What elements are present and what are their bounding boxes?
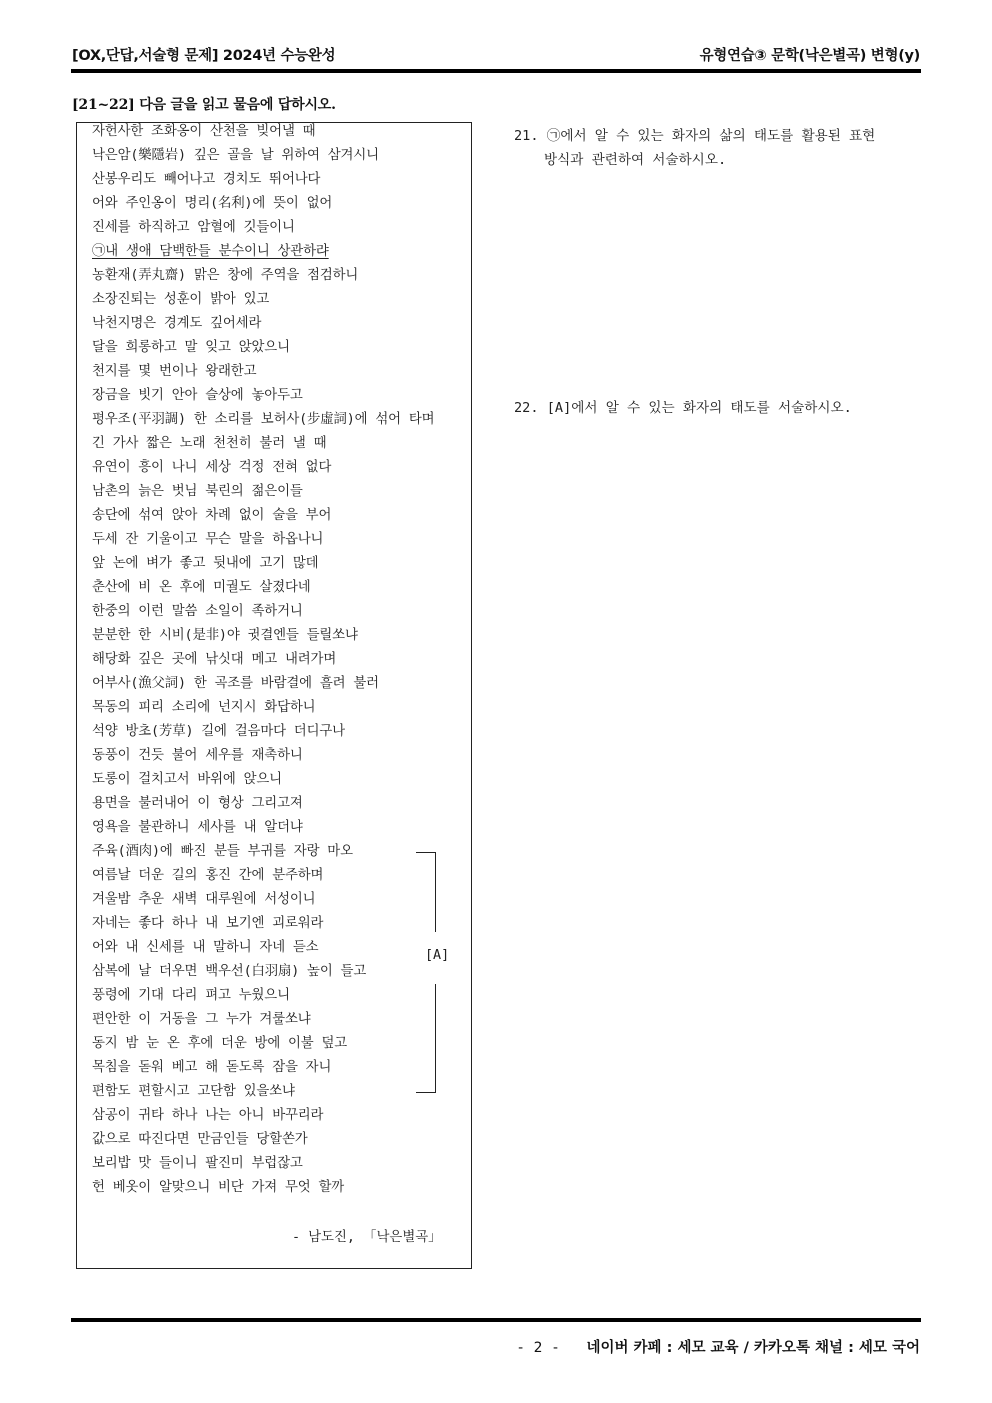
poem-line-text: 목동의 피리 소리에 넌지시 화답하니	[92, 700, 316, 715]
poem-line	[92, 218, 472, 242]
poem-line	[92, 962, 472, 986]
header-title-left: [OX,단답,서술형 문제] 2024년 수능완성	[72, 48, 336, 64]
poem-line-text: 동지 밤 눈 온 후에 더운 방에 이불 덮고	[92, 1036, 348, 1051]
poem-line	[92, 386, 472, 410]
poem-line	[92, 266, 472, 290]
poem-line	[92, 914, 472, 938]
poem-line-text: 영욕을 불관하니 세사를 내 알더냐	[92, 820, 303, 835]
poem-line	[92, 1154, 472, 1178]
poem-line-text: 편안한 이 거동을 그 누가 겨룰쏘냐	[92, 1012, 311, 1027]
poem-line-text: 자네는 좋다 하나 내 보기엔 괴로워라	[92, 916, 324, 931]
poem-line-text: 헌 베옷이 알맞으니 비단 가져 무엇 할까	[92, 1180, 345, 1195]
poem-line-text: 유연이 흥이 나니 세상 걱정 전혀 없다	[92, 460, 332, 475]
poem-line	[92, 170, 472, 194]
poem-line	[92, 434, 472, 458]
poem-line-text: 해당화 깊은 곳에 낚싯대 메고 내려가며	[92, 652, 337, 667]
poem-line	[92, 1106, 472, 1130]
poem-line-text: 춘산에 비 온 후에 미궐도 살졌다네	[92, 580, 311, 595]
poem-line	[92, 1178, 472, 1202]
poem-line	[92, 410, 472, 434]
poem-line	[92, 818, 472, 842]
poem-line-text: 산봉우리도 빼어나고 경치도 뛰어나다	[92, 172, 321, 187]
poem-line	[92, 506, 472, 530]
poem-line-text: 주육(酒肉)에 빠진 분들 부귀를 자랑 마오	[92, 844, 353, 859]
poem-line	[92, 842, 472, 866]
question-21-line2: 방식과 관련하여 서술하시오.	[544, 152, 727, 168]
page-number: - 2 -	[516, 1340, 560, 1356]
poem-line-text: 낙은암(樂隱岩) 깊은 골을 날 위하여 삼겨시니	[92, 148, 379, 163]
poem-line-text: 편함도 편할시고 고단함 있을쏘냐	[92, 1084, 295, 1099]
poem-line	[92, 674, 472, 698]
poem-line-text: 겨울밤 추운 새벽 대루원에 서성이니	[92, 892, 316, 907]
header-title-right: 유형연습③ 문학(낙은별곡) 변형(y)	[699, 48, 920, 64]
poem-line-text: 어와 주인옹이 명리(名利)에 뜻이 없어	[92, 196, 333, 211]
poem-line-text: 도롱이 걸치고서 바위에 앉으니	[92, 772, 282, 787]
poem-line-text: 어와 내 신세를 내 말하니 자네 듣소	[92, 940, 319, 955]
poem-line-text: 보리밥 맛 들이니 팔진미 부럽잖고	[92, 1156, 303, 1171]
poem-line-text: 한중의 이런 말씀 소일이 족하거니	[92, 604, 303, 619]
footer	[516, 1336, 920, 1357]
poem-text	[92, 122, 472, 1202]
poem-line	[92, 650, 472, 674]
poem-line	[92, 146, 472, 170]
poem-line	[92, 770, 472, 794]
poem-line-text: 남촌의 늙은 벗님 북린의 젊은이들	[92, 484, 303, 499]
poem-line-text: 삼공이 귀타 하나 나는 아니 바꾸리라	[92, 1108, 324, 1123]
header-rule	[71, 69, 921, 73]
poem-line	[92, 554, 472, 578]
poem-line-text: 달을 희롱하고 말 잊고 앉았으니	[92, 340, 290, 355]
poem-line	[92, 482, 472, 506]
poem-line	[92, 290, 472, 314]
poem-line	[92, 866, 472, 890]
poem-line-text: 농환재(弄丸齋) 맑은 창에 주역을 점검하니	[92, 268, 359, 283]
poem-line-text: 평우조(平羽調) 한 소리를 보허사(步虛詞)에 섞어 타며	[92, 412, 435, 427]
poem-line-text: 동풍이 건듯 불어 세우를 재촉하니	[92, 748, 303, 763]
poem-line-text: 풍령에 기대 다리 펴고 누웠으니	[92, 988, 290, 1003]
poem-line	[92, 242, 472, 266]
poem-line-text: 분분한 한 시비(是非)야 귓결엔들 들릴쏘냐	[92, 628, 358, 643]
poem-line	[92, 794, 472, 818]
poem-line-text: 송단에 섞여 앉아 차례 없이 술을 부어	[92, 508, 332, 523]
poem-line	[92, 746, 472, 770]
poem-line	[92, 530, 472, 554]
poem-line-text: 삼복에 날 더우면 백우선(白羽扇) 높이 들고	[92, 964, 367, 979]
poem-line	[92, 890, 472, 914]
poem-line	[92, 722, 472, 746]
poem-line	[92, 1034, 472, 1058]
poem-line	[92, 626, 472, 650]
poem-line-text: 어부사(漁父詞) 한 곡조를 바람결에 흘려 불러	[92, 676, 379, 691]
bracket-a-bottom	[416, 984, 436, 1093]
poem-line-text: 석양 방초(芳草) 길에 걸음마다 더디구나	[92, 724, 345, 739]
question-21-line1: 21. ㉠에서 알 수 있는 화자의 삶의 태도를 활용된 표현	[514, 128, 876, 144]
poem-line	[92, 938, 472, 962]
poem-line-text: 앞 논에 벼가 좋고 뒷내에 고기 많데	[92, 556, 319, 571]
poem-line	[92, 1082, 472, 1106]
poem-line-text: 값으로 따진다면 만금인들 당할쏜가	[92, 1132, 308, 1147]
poem-line	[92, 194, 472, 218]
poem-line	[92, 578, 472, 602]
poem-line	[92, 1010, 472, 1034]
poem-line-text: 긴 가사 짧은 노래 천천히 불러 낼 때	[92, 436, 327, 451]
footer-rule	[71, 1318, 921, 1322]
footer-brand: 네이버 카페 : 세모 교육 / 카카오톡 채널 : 세모 국어	[586, 1340, 920, 1356]
poem-line	[92, 338, 472, 362]
poem-line	[92, 314, 472, 338]
poem-line-text: 천지를 몇 번이나 왕래한고	[92, 364, 257, 379]
poem-line-text: 장금을 빗기 안아 슬상에 놓아두고	[92, 388, 303, 403]
poem-line	[92, 698, 472, 722]
poem-line-text: ㉠내 생애 담백한들 분수이니 상관하랴	[92, 244, 329, 259]
poem-line	[92, 122, 472, 146]
poem-line	[92, 602, 472, 626]
poem-line-text: 목침을 돋워 베고 해 돋도록 잠을 자니	[92, 1060, 332, 1075]
poem-line-text: 소장진퇴는 성훈이 밝아 있고	[92, 292, 270, 307]
bracket-a-top	[416, 852, 436, 932]
poem-line	[92, 362, 472, 386]
poem-author: - 남도진, 「낙은별곡」	[292, 1230, 442, 1245]
poem-line	[92, 458, 472, 482]
instruction: [21~22] 다음 글을 읽고 물음에 답하시오.	[72, 97, 336, 113]
poem-line-text: 여름날 더운 길의 홍진 간에 분주하며	[92, 868, 324, 883]
poem-line-text: 두세 잔 기울이고 무슨 말을 하옵나니	[92, 532, 324, 547]
poem-line-text: 낙천지명은 경계도 깊어세라	[92, 316, 262, 331]
poem-line	[92, 986, 472, 1010]
poem-line-text: 자헌사한 조화옹이 산천을 빚어낼 때	[92, 124, 316, 139]
poem-line	[92, 1058, 472, 1082]
poem-line	[92, 1130, 472, 1154]
bracket-a-label: [A]	[425, 948, 450, 963]
poem-line-text: 용면을 불러내어 이 형상 그리고져	[92, 796, 303, 811]
poem-line-text: 진세를 하직하고 암혈에 깃들이니	[92, 220, 295, 235]
question-22: 22. [A]에서 알 수 있는 화자의 태도를 서술하시오.	[514, 400, 852, 416]
